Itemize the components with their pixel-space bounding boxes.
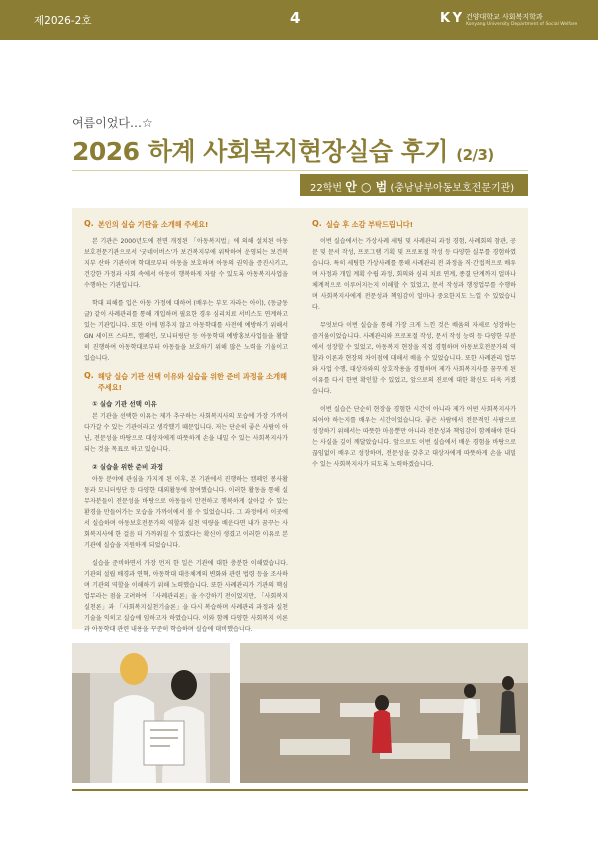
paragraph: 아동 분야에 관심을 가지게 된 이후, 본 기관에서 진행하는 캠페인 봉사활동과 모니터링단 등 다양한 대외활동에 참여했습니다. 이러한 활동을 통해 실무자분들이 전문성을 바탕으로 아동들이 안전하고 행복하게 살아갈 수 있는 환경을 만들어가는 모습을 가까이에서 볼 수 있었습니다. 그 과정에서 이곳에서 실습하며 아동보호전문가의 역할과 실천 역량을 배운다면 내가 꿈꾸는 사회복지사에 한 걸음 더 가까워질 수 있겠다는 확신이 생겼고 이러한 이유로 본 기관에 실습을 지원하게 되었습니다. bbox=[84, 475, 288, 549]
title-divider bbox=[72, 170, 528, 171]
author-year: 22학번 bbox=[310, 183, 343, 194]
title-part: (2/3) bbox=[456, 146, 494, 164]
left-column bbox=[84, 219, 288, 635]
subheading: ① 실습 기관 선택 이유 bbox=[92, 399, 157, 408]
photo-classroom bbox=[240, 643, 528, 783]
logo-text: 건양대학교 사회복지학과 bbox=[466, 13, 543, 21]
question-mark: Q. bbox=[312, 219, 322, 228]
article-body bbox=[72, 208, 528, 633]
photo-certificate bbox=[72, 643, 230, 783]
page-number: 4 bbox=[290, 9, 301, 27]
photo-certificate-image bbox=[72, 643, 230, 783]
paragraph: 무엇보다 이번 실습을 통해 가장 크게 느낀 것은 배움의 자세로 성장하는 즐거움이었습니다. 사례관리와 프로포절 작성, 문서 작성 능력 등 다양한 부분에서 성장할 수 있었고, 아동복지 현장을 직접 경험하며 아동보호전문가의 역할과 이론과 현장의 차이점에 대해서 배울 수 있었습니다. 또한 사례관리 업무와 사업 수행, 대상자와의 상호작용을 경험하며 제가 사회복지사를 꿈꾸게 된 이유를 다시 한번 확인할 수 있었고, 앞으로의 진로에 대한 확신도 더욱 커졌습니다. bbox=[312, 321, 516, 395]
article-title bbox=[72, 132, 494, 168]
author-line bbox=[310, 178, 514, 195]
question-mark: Q. bbox=[84, 370, 94, 380]
page-header bbox=[0, 0, 598, 40]
question-mark: Q. bbox=[84, 219, 94, 228]
question-text: 해당 실습 기관 선택 이유와 실습을 위한 준비 과정을 소개해 주세요! bbox=[97, 371, 288, 392]
author-bar bbox=[300, 174, 528, 196]
issue-number: 제2026-2호 bbox=[34, 15, 92, 27]
ky-logo-icon: K Y bbox=[440, 11, 462, 26]
question-1 bbox=[84, 219, 288, 231]
title-main: 2026 하계 사회복지현장실습 후기 bbox=[72, 137, 448, 166]
right-column bbox=[312, 219, 516, 477]
photo-classroom-image bbox=[240, 643, 528, 783]
paragraph: 본 기관은 2000년도에 전면 개정된 「아동복지법」에 의해 설치된 아동보호전문기관으로서 '굿네이버스'가 보건복지부에 위탁하여 운영되는 보건복지부 산하 기관이며 학대로부터 아동을 보호하며 아동의 권익을 증진시키고, 건강한 가정과 사회 속에서 아동이 행복하게 자랄 수 있도록 아동복지사업을 수행하는 기관입니다. bbox=[84, 237, 288, 289]
author-name: 안 ○ 범 bbox=[345, 180, 388, 194]
question-text: 본인의 실습 기관을 소개해 주세요! bbox=[97, 220, 209, 229]
question-2 bbox=[84, 371, 288, 394]
paragraph: 실습을 준비하면서 가장 먼저 한 일은 기관에 대한 충분한 이해였습니다. 기관의 설립 배경과 연혁, 아동학대 대응체계의 변화와 관련 법령 등을 조사하며 기관의 역할을 이해하기 위해 노력했습니다. 또한 사례관리가 기관의 핵심 업무라는 점을 고려하여 「사례관리론」을 수강하기 전이었지만, 「사회복지실천론」과 「사회복지실천기술론」을 다시 복습하며 사례관리 과정과 실천기술을 익히고 실습에 임하고자 하였습니다. 이와 함께 다양한 사회복지 이론과 아동학대 관련 내용을 꾸준히 학습하며 실습에 대비했습니다. bbox=[84, 559, 288, 633]
bottom-divider bbox=[72, 789, 528, 791]
paragraph: 이번 실습은 단순히 현장을 경험한 시간이 아니라 제가 어떤 사회복지사가 되어야 하는지를 배우는 시간이었습니다. 좋은 사람에서 전문적인 사람으로 성장하기 위해서는 따뜻한 마음뿐만 아니라 전문성과 책임감이 함께해야 한다는 사실을 깊이 깨달았습니다. 앞으로도 이번 실습에서 배운 경험을 바탕으로 끊임없이 배우고 성장하며, 전문성을 갖추고 대상자에게 따뜻하게 손을 내밀 수 있는 사회복지사가 되도록 노력하겠습니다. bbox=[312, 405, 516, 468]
paragraph: 본 기관을 선택한 이유는 제가 추구하는 사회복지사의 모습에 가장 가까이 다가갈 수 있는 기관이라고 생각했기 때문입니다. 저는 단순히 좋은 사람이 아닌, 전문성을 바탕으로 대상자에게 따뜻하게 손을 내밀 수 있는 사회복지사가 되는 것을 목표로 하고 있습니다. bbox=[84, 412, 288, 453]
author-affiliation: (충남남부아동보호전문기관) bbox=[390, 183, 515, 194]
department-logo bbox=[440, 10, 580, 32]
logo-subtext: Konyang University Department of Social Welfare bbox=[466, 22, 578, 27]
paragraph: 학대 피해를 입은 아동 가정에 대하여 (배우는 부모 자라는 아이), (동글동글) 같이 사례관리를 통해 개입하며 필요한 경우 심리치료 서비스도 연계하고 있는 기관입니다. 또한 이에 멈추지 않고 아동학대를 사전에 예방하기 위해서 GN 세이프 스타트, 캠페인, 모니터링단 등 아동학대 예방홍보사업들을 활발히 진행하여 아동학대로부터 아동들을 보호하기 위해 많은 노력을 기울이고 있습니다. bbox=[84, 299, 288, 362]
question-3 bbox=[312, 219, 516, 231]
paragraph: 이번 실습에서는 가상사례 세팅 및 사례관리 과정 경험, 사례회의 참관, 공문 및 문서 작성, 프로그램 기획 및 프로포절 작성 등 다양한 실무를 경험하였습니다. 특히 세팅한 가상사례를 통해 사례관리 전 과정을 직·간접적으로 배우며 사정과 개입 계획 수립 과정, 회의와 심리 치료 연계, 종결 단계까지 얼마나 체계적으로 이루어지는지 이해할 수 있었고, 문서 작성과 행정업무를 수행하며 사회복지사에게 전문성과 책임감이 얼마나 중요한지도 느낄 수 있었습니다. bbox=[312, 237, 516, 311]
article-kicker: 여름이었다…☆ bbox=[72, 116, 153, 130]
question-text: 실습 후 소감 부탁드립니다! bbox=[325, 220, 414, 229]
subheading: ② 실습을 위한 준비 과정 bbox=[92, 462, 164, 471]
